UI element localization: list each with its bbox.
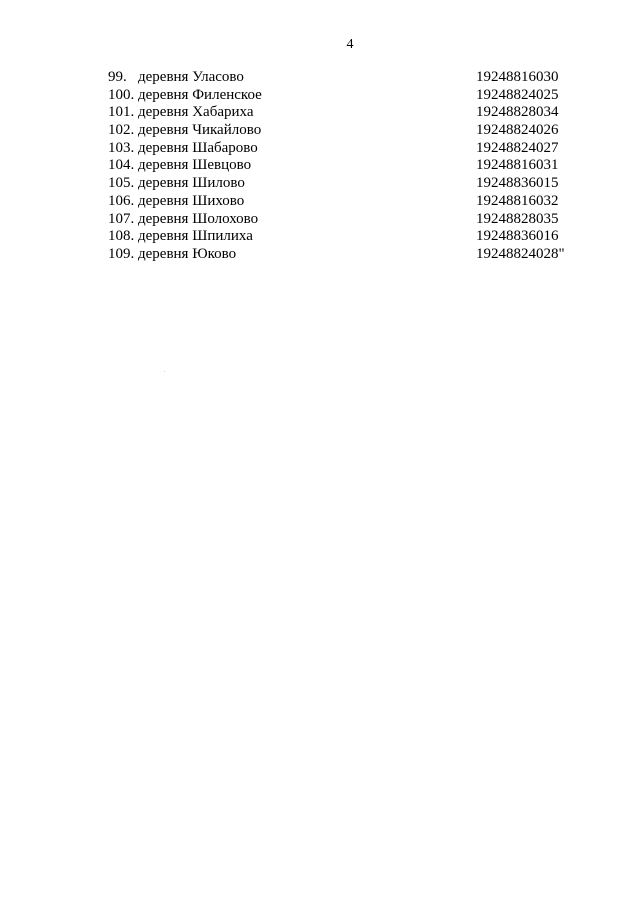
oktmo-code: 19248828035 — [476, 210, 559, 227]
scan-speck — [164, 371, 165, 372]
page-number: 4 — [346, 37, 354, 52]
settlement-name: деревня Хабариха — [138, 104, 254, 121]
settlement-name: деревня Шилово — [138, 175, 245, 192]
list-item — [108, 228, 588, 246]
list-item — [108, 122, 588, 140]
oktmo-code: 19248824027 — [476, 139, 559, 156]
list-item — [108, 104, 588, 122]
oktmo-code: 19248836015 — [476, 175, 559, 192]
item-number: 105. — [108, 175, 135, 192]
settlement-name: деревня Уласово — [138, 69, 244, 85]
item-number: 109. — [108, 245, 135, 262]
list-item — [108, 193, 588, 211]
item-number: 100. — [108, 86, 135, 103]
item-number: 103. — [108, 139, 135, 156]
list-item — [108, 246, 588, 264]
item-number: 108. — [108, 228, 135, 245]
settlement-name: деревня Филенское — [138, 86, 262, 103]
list-item — [108, 157, 588, 175]
list-item — [108, 175, 588, 193]
list-item — [108, 140, 588, 158]
oktmo-code: 19248824025 — [476, 86, 559, 103]
oktmo-code: 19248816032 — [476, 192, 559, 209]
item-number: 101. — [108, 104, 135, 121]
item-number: 102. — [108, 122, 135, 139]
oktmo-code: 19248824028" — [476, 245, 565, 262]
oktmo-code: 19248816030 — [476, 69, 559, 85]
item-number: 99. — [108, 69, 127, 85]
settlement-name: деревня Чикайлово — [138, 122, 262, 139]
settlement-name: деревня Шпилиха — [138, 228, 253, 245]
settlement-name: деревня Шевцово — [138, 157, 252, 174]
settlement-name: деревня Шихово — [138, 192, 245, 209]
oktmo-code: 19248824026 — [476, 122, 559, 139]
item-number: 107. — [108, 210, 135, 227]
settlement-name: деревня Шабарово — [138, 139, 258, 156]
settlement-name: деревня Шолохово — [138, 210, 259, 227]
oktmo-code: 19248816031 — [476, 157, 559, 174]
settlement-list — [108, 69, 588, 264]
item-number: 106. — [108, 192, 135, 209]
oktmo-code: 19248836016 — [476, 228, 559, 245]
list-item — [108, 87, 588, 105]
list-item — [108, 211, 588, 229]
list-item — [108, 69, 588, 87]
oktmo-code: 19248828034 — [476, 104, 559, 121]
settlement-name: деревня Юково — [138, 245, 237, 262]
item-number: 104. — [108, 157, 135, 174]
